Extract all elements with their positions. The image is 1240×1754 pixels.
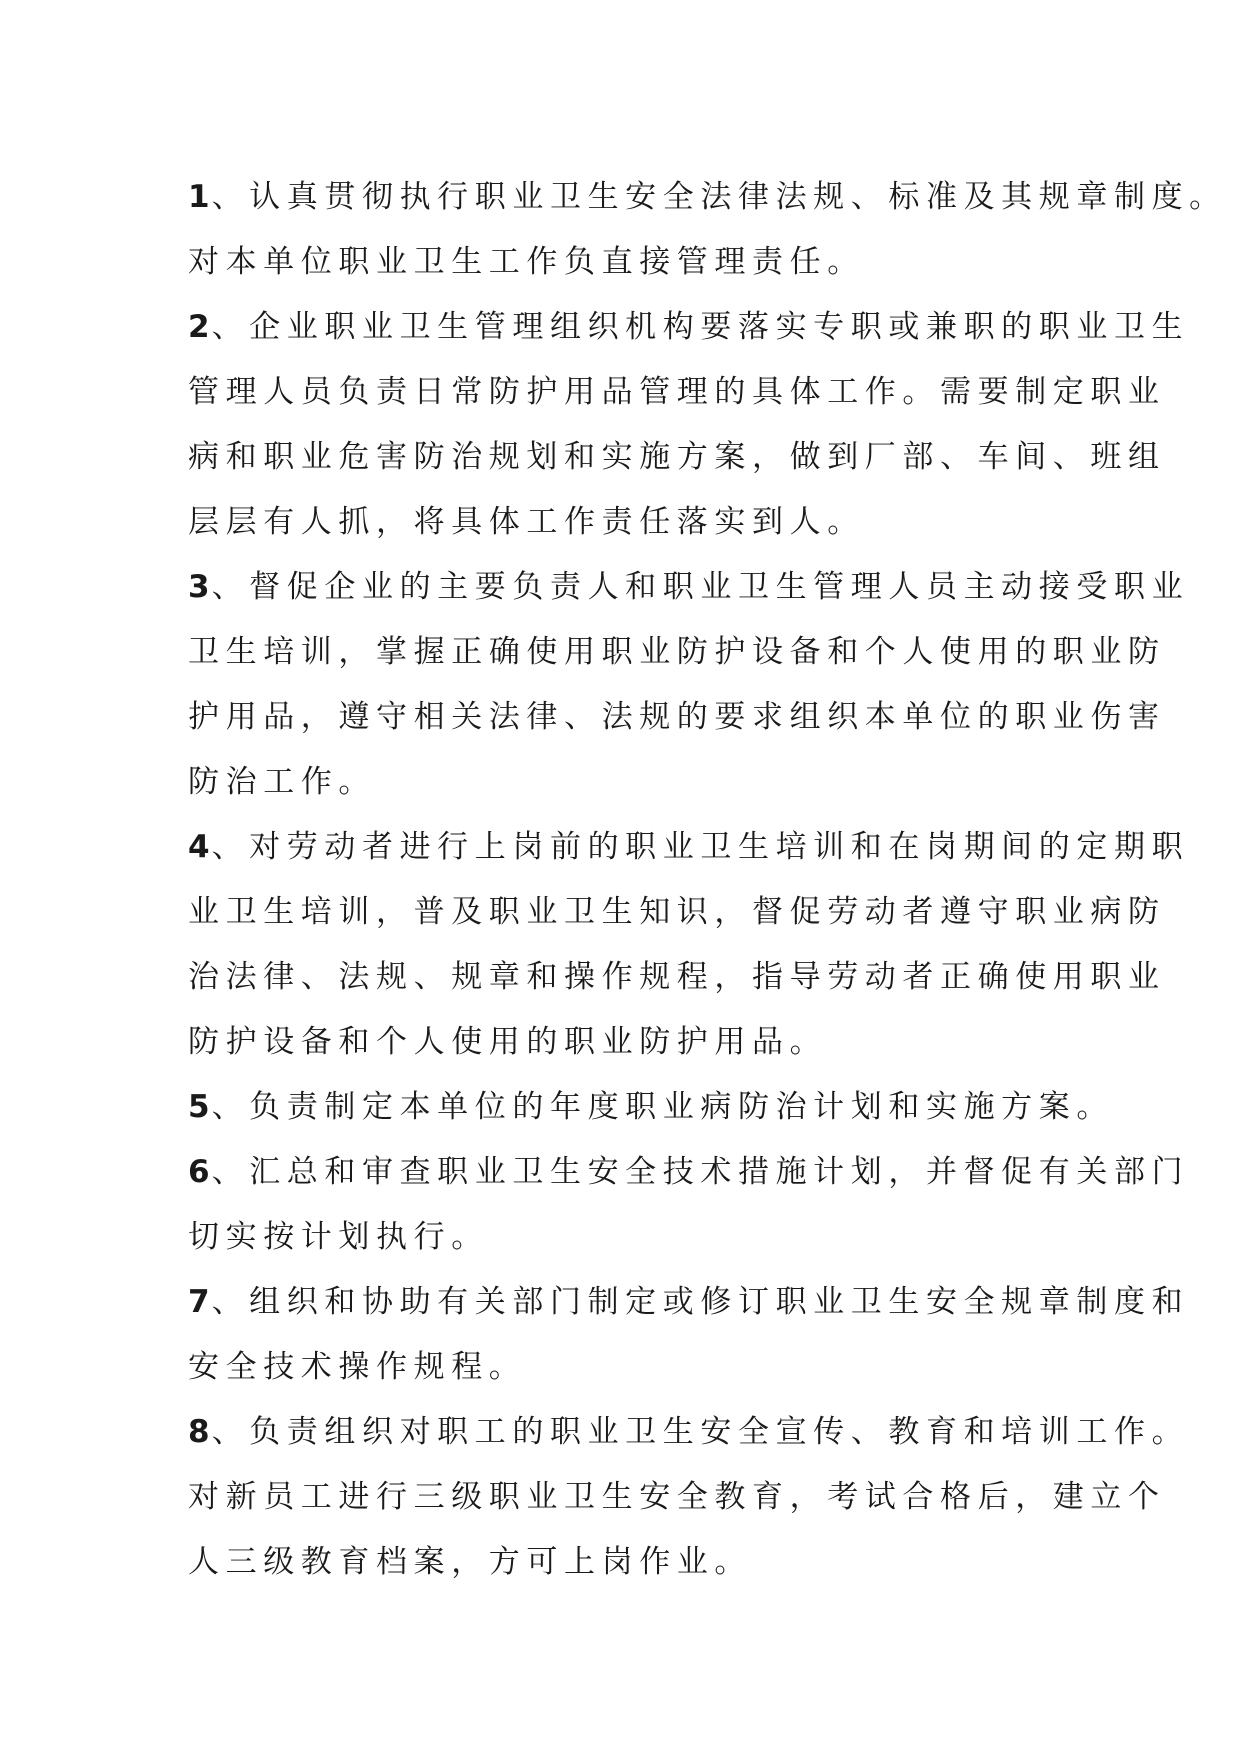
list-item-first-line [188, 1400, 1190, 1465]
list-item-continuation-line: 对新员工进行三级职业卫生安全教育，考试合格后，建立个 [188, 1479, 1166, 1515]
list-item-text: 、负责组织对职工的职业卫生安全宣传、教育和培训工作。 [211, 1414, 1190, 1450]
list-item-first-line [188, 815, 1190, 880]
list-item-first-line [188, 1270, 1190, 1335]
list-item-first-line [188, 1075, 1114, 1140]
list-item-first-line [188, 555, 1190, 620]
list-item-number: 8 [188, 1414, 210, 1450]
list-item-continuation-line: 治法律、法规、规章和操作规程，指导劳动者正确使用职业 [188, 959, 1166, 995]
list-item-continuation-line: 病和职业危害防治规划和实施方案，做到厂部、车间、班组 [188, 439, 1166, 475]
list-item-continuation-line: 安全技术操作规程。 [188, 1349, 527, 1385]
list-item-text: 、组织和协助有关部门制定或修订职业卫生安全规章制度和 [211, 1284, 1190, 1320]
list-item-continuation-line: 人三级教育档案，方可上岗作业。 [188, 1544, 752, 1580]
list-item-number: 6 [188, 1154, 210, 1190]
duty-list [188, 165, 1227, 1595]
list-item-text: 、对劳动者进行上岗前的职业卫生培训和在岗期间的定期职 [211, 829, 1190, 865]
list-item-first-line [188, 295, 1190, 360]
list-item-first-line [188, 165, 1227, 230]
list-item-text: 、汇总和审查职业卫生安全技术措施计划，并督促有关部门 [211, 1154, 1190, 1190]
list-item-text: 、认真贯彻执行职业卫生安全法律法规、标准及其规章制度。 [211, 179, 1227, 215]
list-item-text: 、督促企业的主要负责人和职业卫生管理人员主动接受职业 [211, 569, 1190, 605]
list-item-continuation-line: 防治工作。 [188, 764, 376, 800]
list-item-number: 4 [188, 829, 210, 865]
list-item-number: 5 [188, 1089, 210, 1125]
list-item-continuation-line: 管理人员负责日常防护用品管理的具体工作。需要制定职业 [188, 374, 1166, 410]
list-item-continuation-line: 卫生培训，掌握正确使用职业防护设备和个人使用的职业防 [188, 634, 1166, 670]
list-item-continuation-line: 业卫生培训，普及职业卫生知识，督促劳动者遵守职业病防 [188, 894, 1166, 930]
list-item-text: 、负责制定本单位的年度职业病防治计划和实施方案。 [211, 1089, 1114, 1125]
list-item-continuation-line: 防护设备和个人使用的职业防护用品。 [188, 1024, 828, 1060]
list-item-number: 1 [188, 179, 210, 215]
list-item-continuation-line: 护用品，遵守相关法律、法规的要求组织本单位的职业伤害 [188, 699, 1166, 735]
list-item-text: 、企业职业卫生管理组织机构要落实专职或兼职的职业卫生 [211, 309, 1190, 345]
list-item-continuation-line: 对本单位职业卫生工作负直接管理责任。 [188, 244, 865, 280]
list-item-continuation-line: 层层有人抓，将具体工作责任落实到人。 [188, 504, 865, 540]
list-item-number: 3 [188, 569, 210, 605]
list-item-continuation-line: 切实按计划执行。 [188, 1219, 489, 1255]
list-item-number: 7 [188, 1284, 210, 1320]
list-item-first-line [188, 1140, 1190, 1205]
list-item-number: 2 [188, 309, 210, 345]
